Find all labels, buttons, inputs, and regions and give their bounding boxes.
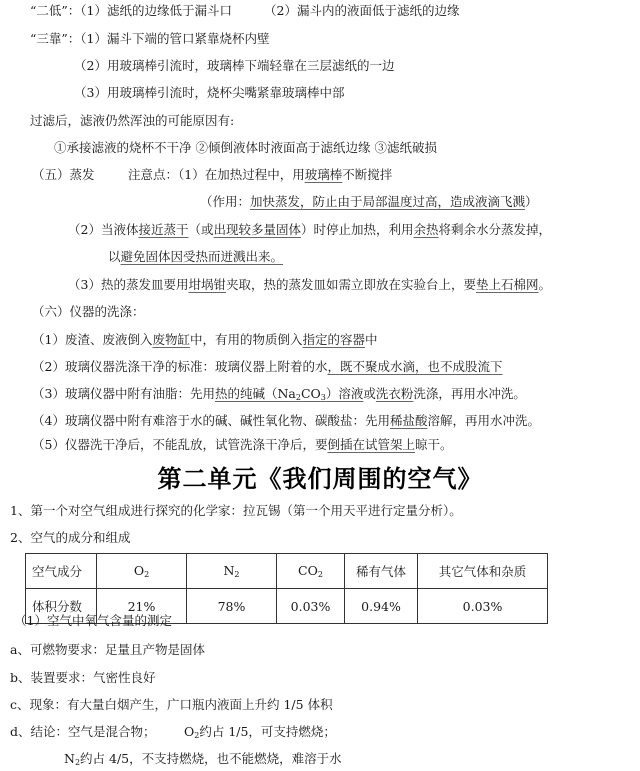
note-3-a: （3）热的蒸发皿要用 <box>68 277 189 292</box>
note-3-keyword-2: 垫上石棉网 <box>476 277 539 292</box>
item-1-a: （1）废渣、废液倒入 <box>32 332 153 347</box>
evaporation-heading: （五）蒸发 <box>32 167 95 182</box>
two-low-label: “二低”： <box>30 3 81 18</box>
note-1-prefix: 注意点：（1）在加热过程中，用 <box>128 167 305 182</box>
item-4-b: 溶解，再用水冲洗。 <box>427 413 540 428</box>
three-lean-label: “三靠”： <box>30 31 81 46</box>
n2-base: N <box>223 563 235 578</box>
table-row-components <box>26 554 548 589</box>
unit2-point-2: 2、空气的成分和组成 <box>10 530 131 545</box>
oxygen-point-d-n2 <box>64 751 342 771</box>
item-1-c: 中 <box>365 332 378 347</box>
item-3-k1-sub1: 2 <box>295 393 301 402</box>
item-4-keyword: 稀盐酸 <box>389 413 428 428</box>
three-lean-line <box>30 31 270 47</box>
item-3-keyword-1 <box>215 386 363 401</box>
item-3-k1-b: CO <box>300 386 321 401</box>
oxygen-point-b: b、装置要求：气密性良好 <box>10 670 156 685</box>
item-3-a: （3）玻璃仪器中附有油脂：先用 <box>32 386 215 401</box>
three-lean-item-3: （3）用玻璃棒引流时，烧杯尖嘴紧靠玻璃棒中部 <box>74 85 345 100</box>
item-1-keyword-1: 废物缸 <box>152 332 190 347</box>
cell-other-volume: 0.03% <box>418 589 548 624</box>
item-1-keyword-2: 指定的容器 <box>302 332 366 347</box>
item-1-b: 中，有用的物质倒入 <box>189 332 303 347</box>
note-3-c: 。 <box>538 277 552 292</box>
item-5-keyword: 倒插在试管架上 <box>327 437 415 452</box>
evaporation-note-2 <box>68 222 551 238</box>
cell-n2 <box>187 554 277 589</box>
purpose-prefix: （作用： <box>200 194 251 209</box>
evaporation-purpose <box>200 194 538 210</box>
unit2-point-1: 1、第一个对空气组成进行探究的化学家：拉瓦锡（第一个用天平进行定量分析）。 <box>10 503 462 518</box>
cell-co2-volume: 0.03% <box>277 589 345 624</box>
item-5-a: （5）仪器洗干净后，不能乱放，试管洗涤干净后，要 <box>32 437 328 452</box>
cell-o2-volume: 21% <box>97 589 187 624</box>
three-lean-item-2: （2）用玻璃棒引流时，玻璃棒下端轻靠在三层滤纸的一边 <box>74 58 395 73</box>
note-1-suffix: 不断搅拌 <box>342 167 393 182</box>
note-2-keyword-1: 接近蒸干 <box>138 222 189 237</box>
item-2-keyword: ，既不聚成水滴，也不成股流下 <box>327 359 503 374</box>
note-2-keyword-2: 出现较多量固体 <box>213 222 301 237</box>
purpose-keyword: 加快蒸发，防止由于局部温度过高，造成液滴飞溅 <box>250 194 526 209</box>
d-n2-sub: 2 <box>74 758 81 767</box>
d-o2-base: O <box>184 724 195 739</box>
cell-co2 <box>277 554 345 589</box>
item-3-k1-c: ）溶液 <box>325 386 364 401</box>
row-header-component: 空气成分 <box>26 554 97 589</box>
cell-rare-gas-volume: 0.94% <box>345 589 418 624</box>
washing-heading: （六）仪器的洗涤： <box>32 304 145 319</box>
item-3-c: 洗涤，再用水冲洗。 <box>413 386 526 401</box>
oxygen-point-c: c、现象：有大量白烟产生，广口瓶内液面上升约 1/5 体积 <box>10 697 333 712</box>
two-low-line <box>30 3 232 19</box>
three-lean-item-1: （1）漏斗下端的管口紧靠烧杯内壁 <box>80 31 270 46</box>
cell-rare-gas: 稀有气体 <box>345 554 418 589</box>
note-2-a: （2）当液体 <box>68 222 139 237</box>
co2-base: CO <box>298 563 318 578</box>
oxygen-point-d-o2 <box>184 724 336 744</box>
co2-sub: 2 <box>317 570 323 579</box>
item-3-k1-a: 热的纯碱（Na <box>214 386 296 401</box>
item-5-b: 晾干。 <box>414 437 453 452</box>
turbid-reasons: ①承接滤液的烧杯不干净 ②倾倒液体时液面高于滤纸边缘 ③滤纸破损 <box>54 140 437 155</box>
turbid-intro: 过滤后，滤液仍然浑浊的可能原因有: <box>30 113 235 128</box>
washing-item-5 <box>32 437 453 453</box>
row-header-volume: 体积分数 <box>26 589 97 624</box>
item-3-k1-sub2: 3 <box>320 393 326 402</box>
note-2-d: 将剩余水分蒸发掉， <box>438 222 552 237</box>
cell-o2 <box>97 554 187 589</box>
d-o2-sub: 2 <box>194 731 200 740</box>
item-3-keyword-2: 洗衣粉 <box>375 386 414 401</box>
item-2-a: （2）玻璃仪器洗涤干净的标准：玻璃仪器上附着的水 <box>32 359 328 374</box>
n2-sub: 2 <box>234 570 240 579</box>
note-2-cont-a: 以 <box>108 249 121 264</box>
note-2-b: （或 <box>188 222 214 237</box>
item-3-b: 或 <box>363 386 376 401</box>
washing-item-3 <box>32 386 526 406</box>
oxygen-heading: （1）空气中氧气含量的测定 <box>14 613 172 628</box>
note-3-b: 夹取，热的蒸发皿如需立即放在实验台上，要 <box>225 277 476 292</box>
purpose-suffix: ） <box>525 194 538 209</box>
oxygen-point-d: d、结论：空气是混合物； <box>10 724 156 739</box>
washing-item-4 <box>32 413 540 429</box>
cell-other-gases: 其它气体和杂质 <box>418 554 548 589</box>
o2-sub: 2 <box>144 570 150 579</box>
note-1-keyword: 玻璃棒 <box>304 167 343 182</box>
note-2-keyword-3: 余热 <box>413 222 439 237</box>
d-o2-text: 约占 1/5，可支持燃烧； <box>199 724 336 739</box>
evaporation-note-1 <box>128 167 392 183</box>
note-2-cont-keyword: 避免固体因受热而迸溅出来。 <box>120 249 284 264</box>
cell-n2-volume: 78% <box>187 589 277 624</box>
note-2-c: ）时停止加热，利用 <box>301 222 414 237</box>
two-low-item-2: （2）漏斗内的液面低于滤纸的边缘 <box>264 3 460 18</box>
d-n2-text: 约占 4/5，不支持燃烧，也不能燃烧，难溶于水 <box>80 751 342 766</box>
evaporation-note-3 <box>68 277 551 293</box>
note-3-keyword-1: 坩埚钳 <box>188 277 226 292</box>
washing-item-1 <box>32 332 378 348</box>
o2-base: O <box>133 563 145 578</box>
washing-item-2 <box>32 359 502 375</box>
evaporation-note-2-cont <box>108 249 283 265</box>
unit-title: 第二单元《我们周围的空气》 <box>157 465 483 493</box>
two-low-item-1: （1）滤纸的边缘低于漏斗口 <box>80 3 232 18</box>
item-4-a: （4）玻璃仪器中附有难溶于水的碱、碱性氧化物、碳酸盐：先用 <box>32 413 390 428</box>
oxygen-point-a: a、可燃物要求：足量且产物是固体 <box>10 642 205 657</box>
d-n2-base: N <box>64 751 75 766</box>
